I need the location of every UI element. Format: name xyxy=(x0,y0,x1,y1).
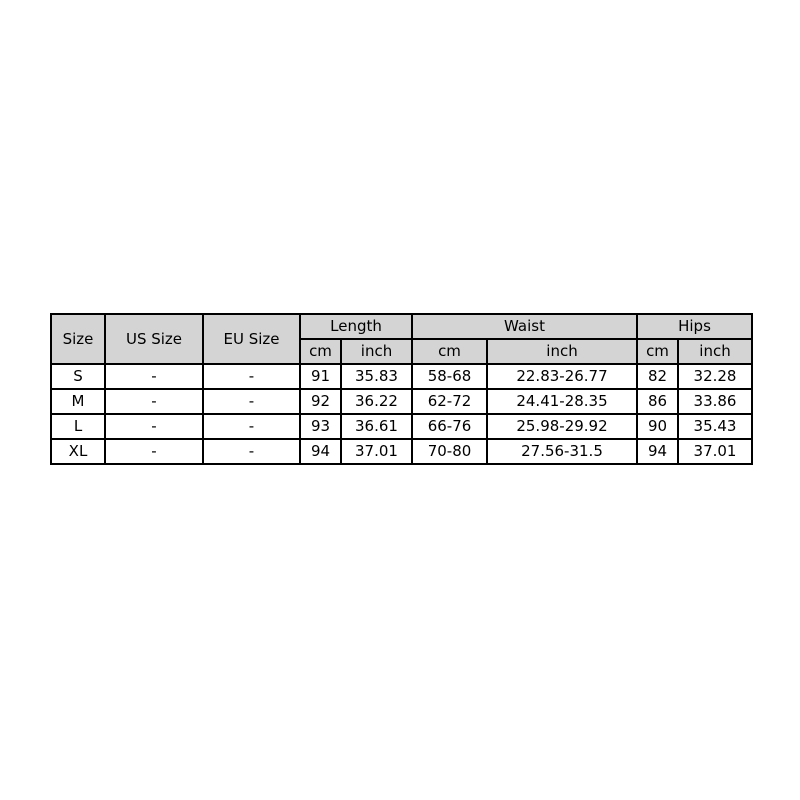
cell-hips-inch: 35.43 xyxy=(678,414,752,439)
cell-us-size: - xyxy=(105,389,203,414)
cell-us-size: - xyxy=(105,364,203,389)
cell-eu-size: - xyxy=(203,389,300,414)
cell-waist-cm: 58-68 xyxy=(412,364,487,389)
cell-eu-size: - xyxy=(203,414,300,439)
cell-hips-cm: 94 xyxy=(637,439,678,464)
cell-waist-cm: 62-72 xyxy=(412,389,487,414)
cell-size: XL xyxy=(51,439,105,464)
subheader-hips-inch: inch xyxy=(678,339,752,364)
size-chart-table xyxy=(50,313,753,465)
cell-length-inch: 36.22 xyxy=(341,389,412,414)
header-eu-size: EU Size xyxy=(203,314,300,364)
cell-size: S xyxy=(51,364,105,389)
cell-length-inch: 36.61 xyxy=(341,414,412,439)
table-row xyxy=(51,389,752,414)
subheader-hips-cm: cm xyxy=(637,339,678,364)
cell-waist-inch: 25.98-29.92 xyxy=(487,414,637,439)
cell-waist-inch: 22.83-26.77 xyxy=(487,364,637,389)
cell-length-inch: 37.01 xyxy=(341,439,412,464)
cell-length-cm: 93 xyxy=(300,414,341,439)
header-waist: Waist xyxy=(412,314,637,339)
subheader-length-cm: cm xyxy=(300,339,341,364)
cell-hips-cm: 82 xyxy=(637,364,678,389)
subheader-waist-inch: inch xyxy=(487,339,637,364)
cell-waist-cm: 66-76 xyxy=(412,414,487,439)
table-row xyxy=(51,364,752,389)
cell-size: M xyxy=(51,389,105,414)
subheader-length-inch: inch xyxy=(341,339,412,364)
header-us-size: US Size xyxy=(105,314,203,364)
cell-eu-size: - xyxy=(203,364,300,389)
cell-hips-inch: 32.28 xyxy=(678,364,752,389)
cell-eu-size: - xyxy=(203,439,300,464)
cell-length-cm: 92 xyxy=(300,389,341,414)
cell-length-cm: 91 xyxy=(300,364,341,389)
cell-hips-cm: 86 xyxy=(637,389,678,414)
cell-hips-cm: 90 xyxy=(637,414,678,439)
cell-size: L xyxy=(51,414,105,439)
cell-hips-inch: 37.01 xyxy=(678,439,752,464)
cell-length-inch: 35.83 xyxy=(341,364,412,389)
header-hips: Hips xyxy=(637,314,752,339)
cell-us-size: - xyxy=(105,439,203,464)
table-header xyxy=(51,314,752,364)
header-size: Size xyxy=(51,314,105,364)
table-row xyxy=(51,439,752,464)
header-row-main xyxy=(51,314,752,339)
cell-waist-inch: 27.56-31.5 xyxy=(487,439,637,464)
table-body xyxy=(51,364,752,464)
cell-length-cm: 94 xyxy=(300,439,341,464)
table-row xyxy=(51,414,752,439)
cell-hips-inch: 33.86 xyxy=(678,389,752,414)
subheader-waist-cm: cm xyxy=(412,339,487,364)
cell-waist-inch: 24.41-28.35 xyxy=(487,389,637,414)
cell-us-size: - xyxy=(105,414,203,439)
header-length: Length xyxy=(300,314,412,339)
cell-waist-cm: 70-80 xyxy=(412,439,487,464)
